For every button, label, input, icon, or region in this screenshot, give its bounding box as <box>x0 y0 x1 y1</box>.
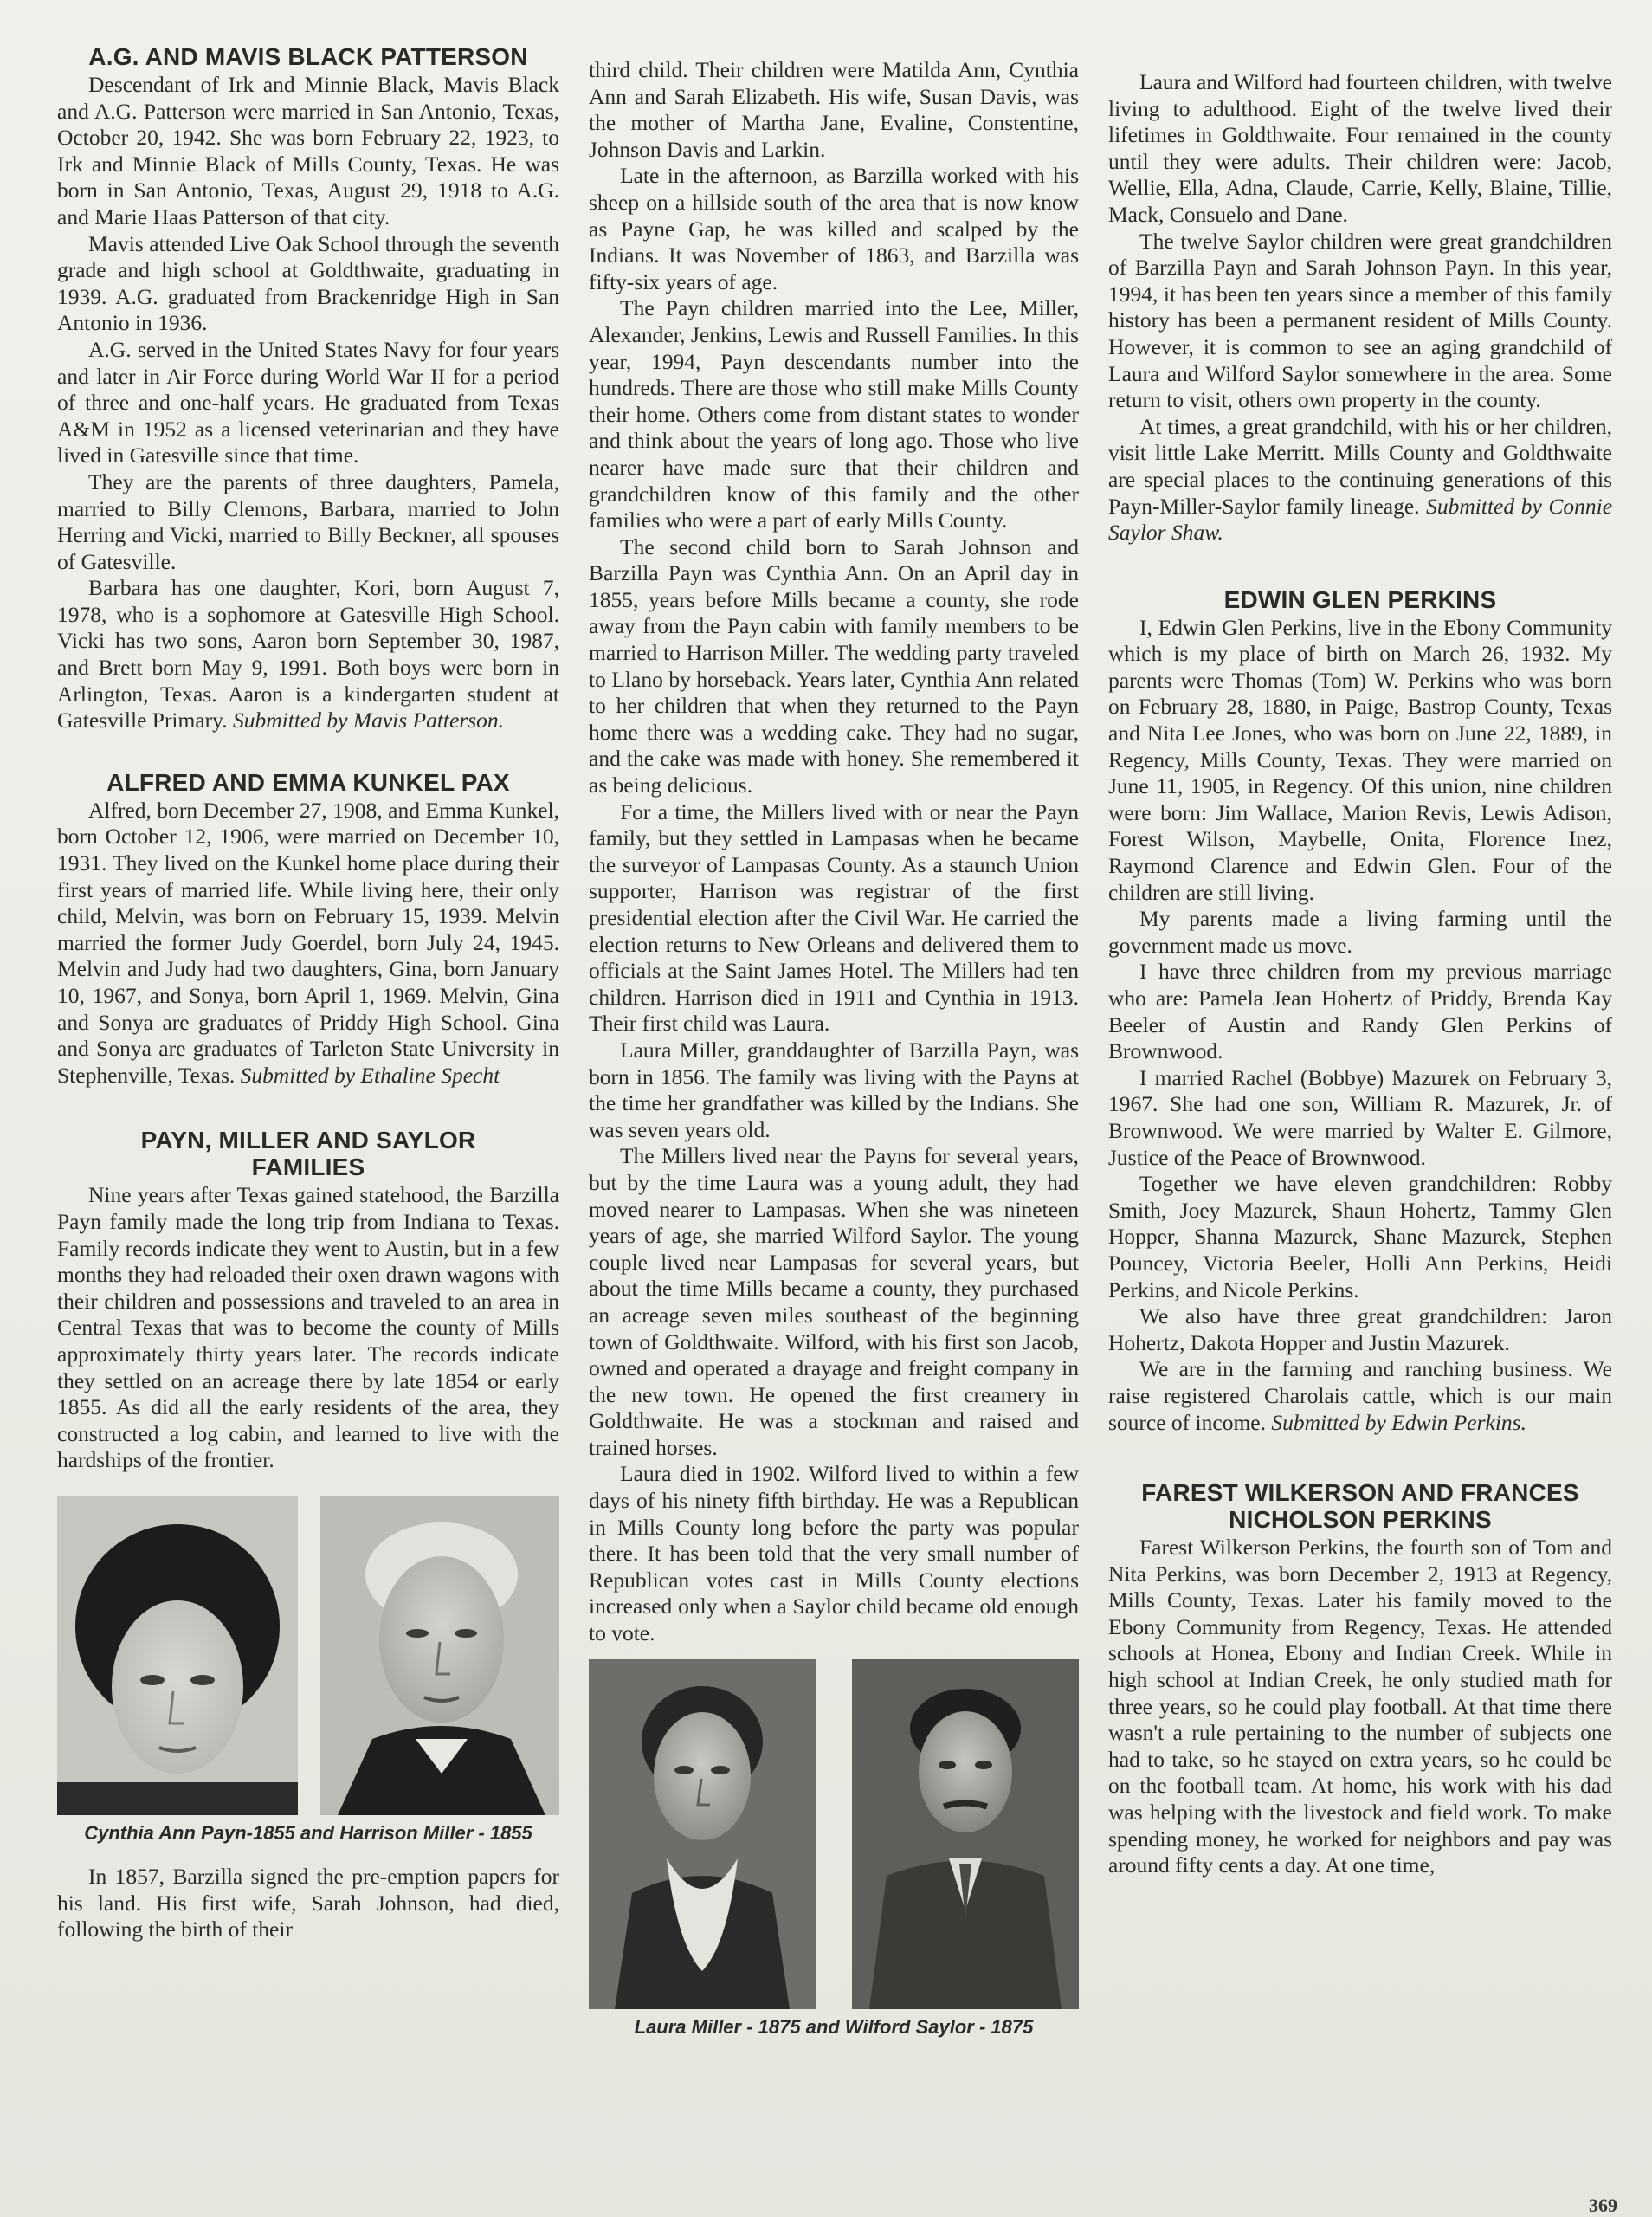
paragraph: The Millers lived near the Payns for several years, but by the time Laura was a young adult, they had moved nearer to Lampasas. When she was nineteen years of age, she married Wilford Saylor. The young couple lived near Lampasas for several years, but about the time Mills became a county, they purchased an acreage seven miles southeast of the beginning town of Goldthwaite. Wilford, with his first son Jacob, owned and operated a drayage and freight company in the new town. He opened the first creamery in Goldthwaite. He was a stockman and raised and trained horses. <box>589 1143 1079 1460</box>
portrait-woman-icon <box>589 1659 816 2009</box>
paragraph <box>1108 414 1612 546</box>
heading-line: NICHOLSON PERKINS <box>1229 1506 1492 1534</box>
paragraph <box>57 575 559 734</box>
section-gap <box>57 1089 559 1127</box>
portrait-man-icon <box>320 1496 559 1815</box>
photo-laura-miller <box>589 1659 816 2009</box>
paragraph-text: At times, a great grandchild, with his or her children, visit little Lake Merritt. Mills County and Goldthwaite are special places to the continuing generations of this Payn-Miller-Saylor family lineage. <box>1108 413 1612 519</box>
paragraph: Descendant of Irk and Minnie Black, Mavis Black and A.G. Patterson were married in San Antonio, Texas, October 20, 1942. She was born February 22, 1923, to Irk and Minnie Black of Mills County, Texas. He was born in San Antonio, Texas, August 29, 1918 to A.G. and Marie Haas Patterson of that city. <box>57 72 559 229</box>
photo-caption: Laura Miller - 1875 and Wilford Saylor - 1875 <box>634 2015 1034 2038</box>
photo-cynthia-ann-payn <box>57 1496 298 1815</box>
paragraph: The twelve Saylor children were great grandchildren of Barzilla Payn and Sarah Johnson Payn. In this year, 1994, it has been ten years since a member of this family history has been a permanent resident of Mills County. However, it is common to see an aging grandchild of Laura and Wilford Saylor somewhere in the area. Some return to visit, others own property in the county. <box>1108 228 1612 413</box>
paragraph: I, Edwin Glen Perkins, live in the Ebony Community which is my place of birth on March 26, 1932. My parents were Thomas (Tom) W. Perkins who was born on February 28, 1880, in Paige, Bastrop County, Texas and Nita Lee Jones, who was born on June 22, 1889, in Regency, Mills County, Texas. They were married on June 11, 1905, in Regency. Of this union, nine children were born: Jim Wallace, Marion Revis, Lewis Adison, Forest Wilson, Maybelle, Onita, Florence Inez, Raymond Clarence and Edwin Glen. Four of the children are still living. <box>1108 614 1612 905</box>
paragraph: The Payn children married into the Lee, Miller, Alexander, Jenkins, Lewis and Russell Families. In this year, 1994, Payn descendants number into the hundreds. There are those who still make Mills County their home. Others come from distant states to wonder and think about the years of long ago. Those who live nearer have made sure that their children and grandchildren know of this family and the other families who were a part of early Mills County. <box>589 295 1079 533</box>
column-right <box>1108 69 1612 1879</box>
paragraph: Laura and Wilford had fourteen children, with twelve living to adulthood. Eight of the twelve lived their lifetimes in Goldthwaite. Four remained in the county until they were adults. Their children were: Jacob, Wellie, Ella, Adna, Claude, Carrie, Kelly, Blaine, Tillie, Mack, Consuelo and Dane. <box>1108 69 1612 227</box>
paragraph: Together we have eleven grandchildren: Robby Smith, Joey Mazurek, Shaun Hohertz, Tammy Glen Hopper, Shanna Mazurek, Shane Mazurek, Stephen Pouncey, Victoria Beeler, Holli Ann Perkins, Heidi Perkins, and Nicole Perkins. <box>1108 1171 1612 1302</box>
submitted-by: Submitted by Edwin Perkins. <box>1271 1409 1526 1435</box>
heading-payn-miller-saylor <box>57 1127 559 1180</box>
page-number: 369 <box>1589 2194 1617 2216</box>
photo-wilford-saylor <box>852 1659 1079 2009</box>
heading-pax: ALFRED AND EMMA KUNKEL PAX <box>106 768 510 796</box>
paragraph: I married Rachel (Bobbye) Mazurek on February 3, 1967. She had one son, William R. Mazurek, Jr. of Brownwood. We were married by Walter E. Gilmore, Justice of the Peace of Brownwood. <box>1108 1064 1612 1170</box>
paragraph: They are the parents of three daughters, Pamela, married to Billy Clemons, Barbara, married to John Herring and Vicki, married to Billy Beckner, all spouses of Gatesville. <box>57 469 559 574</box>
submitted-by: Submitted by Connie Saylor Shaw. <box>1108 493 1613 546</box>
paragraph: Farest Wilkerson Perkins, the fourth son of Tom and Nita Perkins, was born December 2, 1913 at Regency, Mills County, Texas. Later his family moved to the Ebony Community from Regency, Texas. He attended schools at Honea, Ebony and Indian Creek. While in high school at Indian Creek, he only studied math for three years, so he could play football. At that time there wasn't a rule pertaining to the number of subjects one had to take, so he stayed on extra years, so he could be on the football team. At home, his work with his dad was helping with the livestock and field work. To make spending money, he worked for neighbors and pay was around fifty cents a day. At one time, <box>1108 1535 1612 1878</box>
paragraph-text: Barbara has one daughter, Kori, born August 7, 1978, who is a sophomore at Gatesville High School. Vicki has two sons, Aaron born September 30, 1987, and Brett born May 9, 1991. Both boys were born in Arlington, Texas. Aaron is a kindergarten student at Gatesville Primary. <box>57 575 559 734</box>
paragraph: My parents made a living farming until the government made us move. <box>1108 906 1612 958</box>
paragraph: In 1857, Barzilla signed the pre-emption papers for his land. His first wife, Sarah Johnson, had died, following the birth of their <box>57 1863 559 1942</box>
paragraph <box>1108 1356 1612 1436</box>
submitted-by: Submitted by Ethaline Specht <box>240 1062 500 1088</box>
photo-caption: Cynthia Ann Payn-1855 and Harrison Miller - 1855 <box>84 1821 532 1844</box>
paragraph-text: Alfred, born December 27, 1908, and Emma Kunkel, born October 12, 1906, were married on December 10, 1931. They lived on the Kunkel home place during their first years of married life. While living here, their only child, Melvin, was born on February 15, 1939. Melvin married the former Judy Goerdel, born July 24, 1945. Melvin and Judy had two daughters, Gina, born January 10, 1967, and Sonya, born April 1, 1969. Melvin, Gina and Sonya are graduates of Priddy High School. Gina and Sonya are graduates of Tarleton State University in Stephenville, Texas. <box>57 797 559 1088</box>
heading-edwin-glen-perkins: EDWIN GLEN PERKINS <box>1223 585 1497 613</box>
section-gap <box>1108 1436 1612 1479</box>
column-left <box>57 43 559 1943</box>
photo-harrison-miller <box>320 1496 559 1815</box>
paragraph: The second child born to Sarah Johnson and Barzilla Payn was Cynthia Ann. On an April day in 1855, years before Mills became a county, she rode away from the Payn cabin with family members to be married to Harrison Miller. The wedding party traveled to Llano by horseback. Years later, Cynthia Ann related to her children that when they returned to the Payn home there was a wedding cake. They had no sugar, and the cake was made with honey. She remembered it as being delicious. <box>589 533 1079 798</box>
paragraph: I have three children from my previous marriage who are: Pamela Jean Hohertz of Priddy, Brenda Kay Beeler of Austin and Randy Glen Perkins of Brownwood. <box>1108 959 1612 1064</box>
paragraph: third child. Their children were Matilda Ann, Cynthia Ann and Sarah Elizabeth. His wife, Susan Davis, was the mother of Martha Jane, Evaline, Constentine, Johnson Davis and Larkin. <box>589 57 1079 162</box>
heading-line: FAREST WILKERSON AND FRANCES <box>1141 1479 1579 1507</box>
paragraph: We also have three great grandchildren: Jaron Hohertz, Dakota Hopper and Justin Mazurek. <box>1108 1303 1612 1355</box>
photo-pair-middle <box>589 1659 1079 2009</box>
heading-line: FAMILIES <box>251 1154 365 1181</box>
heading-patterson: A.G. AND MAVIS BLACK PATTERSON <box>88 43 528 70</box>
section-gap <box>1108 546 1612 586</box>
heading-farest-perkins <box>1108 1479 1612 1533</box>
heading-line: PAYN, MILLER AND SAYLOR <box>140 1127 476 1154</box>
paragraph-text: We are in the farming and ranching business. We raise registered Charolais cattle, which is our main source of income. <box>1108 1356 1612 1435</box>
portrait-woman-icon <box>57 1496 298 1815</box>
section-gap <box>57 734 559 769</box>
paragraph: A.G. served in the United States Navy for four years and later in Air Force during World War II for a period of three and one-half years. He graduated from Texas A&M in 1952 as a licensed veterinarian and they have lived in Gatesville since that time. <box>57 336 559 469</box>
paragraph: Late in the afternoon, as Barzilla worked with his sheep on a hillside south of the area that is now know as Payne Gap, he was killed and scalped by the Indians. It was November of 1863, and Barzilla was fifty-six years of age. <box>589 163 1079 294</box>
paragraph: Nine years after Texas gained statehood, the Barzilla Payn family made the long trip from Indiana to Texas. Family records indicate they went to Austin, but in a few months they had reloaded their oxen drawn wagons with their children and possessions and traveled to an area in Central Texas that was to become the county of Mills approximately thirty years later. The records indicate they settled on an acreage there by late 1854 or early 1855. As did all the early residents of the area, they constructed a log cabin, and learned to live with the hardships of the frontier. <box>57 1182 560 1473</box>
paragraph: Mavis attended Live Oak School through the seventh grade and high school at Goldthwaite, graduating in 1939. A.G. graduated from Brackenridge High in San Antonio in 1936. <box>57 230 559 336</box>
paragraph: Laura Miller, granddaughter of Barzilla Payn, was born in 1856. The family was living with the Payns at the time her grandfather was killed by the Indians. She was seven years old. <box>589 1037 1079 1142</box>
paragraph: For a time, the Millers lived with or near the Payn family, but they settled in Lampasas when he became the surveyor of Lampasas County. As a staunch Union supporter, Harrison was registrar of the first presidential election after the Civil War. He carried the election returns to New Orleans and delivered them to officials at the Saint James Hotel. The Millers had ten children. Harrison died in 1911 and Cynthia in 1913. Their first child was Laura. <box>589 798 1079 1037</box>
paragraph: Laura died in 1902. Wilford lived to within a few days of his ninety fifth birthday. He was a Republican in Mills County long before the party was popular there. It has been told that the very small number of Republican votes cast in Mills County elections increased only when a Saylor child became old enough to vote. <box>589 1461 1079 1646</box>
photo-pair-left <box>57 1496 559 1815</box>
portrait-man-icon <box>852 1659 1079 2009</box>
submitted-by: Submitted by Mavis Patterson. <box>233 708 505 734</box>
column-middle <box>589 57 1079 2058</box>
paragraph <box>57 798 559 1089</box>
